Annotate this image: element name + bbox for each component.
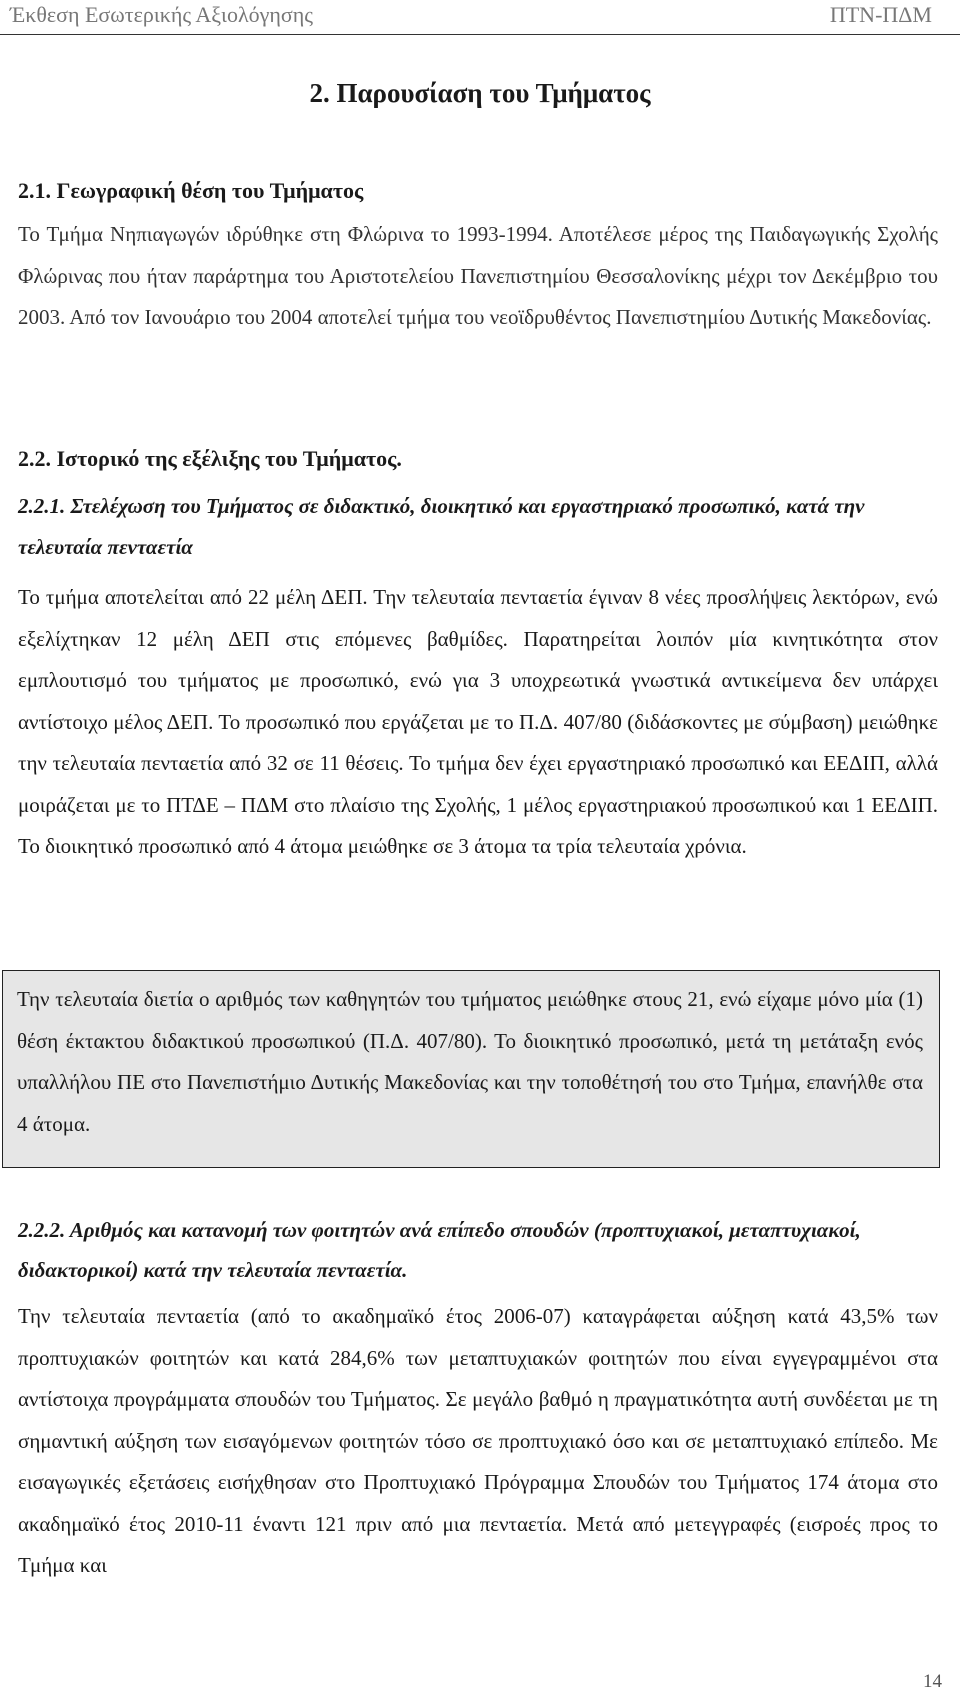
section-2-2-2-heading: 2.2.2. Αριθμός και κατανομή των φοιτητών ανά επίπεδο σπουδών (προπτυχιακοί, μεταπτυχιακοί, διδακτορικοί) κατά την τελευταία πενταετία. <box>18 1218 861 1282</box>
section-2-2-heading: 2.2. Ιστορικό της εξέλιξης του Τμήματος. <box>18 446 402 471</box>
header-institution-code: ΠΤΝ-ΠΔΜ <box>829 2 932 27</box>
section-2-2-1-heading: 2.2.1. Στελέχωση του Τμήματος σε διδακτικό, διοικητικό και εργαστηριακό προσωπικό, κατά την τελευταία πενταετία <box>18 494 865 559</box>
section-2-2-1-text: Το τμήμα αποτελείται από 22 μέλη ΔΕΠ. Την τελευταία πενταετία έγιναν 8 νέες προσλήψεις λεκτόρων, ενώ εξελίχτηκαν 12 μέλη ΔΕΠ στις επόμενες βαθμίδες. Παρατηρείται λοιπόν μία κινητικότητα στον εμπλουτισμό του τμήματος με προσωπικό, ενώ για 3 υποχρεωτικά γνωστικά αντικείμενα δεν υπάρχει αντίστοιχο μέλος ΔΕΠ. Το προσωπικό που εργάζεται με το Π.Δ. 407/80 (διδάσκοντες με σύμβαση) μειώθηκε την τελευταία πενταετία από 32 σε 11 θέσεις. Το τμήμα δεν έχει εργαστηριακό προσωπικό και ΕΕΔΙΠ, αλλά μοιράζεται με το ΠΤΔΕ – ΠΔΜ στο πλαίσιο της Σχολής, 1 μέλος εργαστηριακού προσωπικού και 1 ΕΕΔΙΠ. Το διοικητικό προσωπικό από 4 άτομα μειώθηκε σε 3 άτομα τα τρία τελευταία χρόνια. <box>18 585 938 858</box>
section-2-2-2-text: Την τελευταία πενταετία (από το ακαδημαϊκό έτος 2006-07) καταγράφεται αύξηση κατά 43,5% των προπτυχιακών φοιτητών και κατά 284,6% των μεταπτυχιακών φοιτητών που είναι εγγεγραμμένοι στα αντίστοιχα προγράμματα σπουδών του Τμήματος. Σε μεγάλο βαθμό η πραγματικότητα αυτή συνδέεται με τη σημαντική αύξηση των εισαγόμενων φοιτητών τόσο σε προπτυχιακό όσο και σε μεταπτυχιακό επίπεδο. Με εισαγωγικές εξετάσεις εισήχθησαν στο Προπτυχιακό Πρόγραμμα Σπουδών του Τμήματος 174 άτομα στο ακαδημαϊκό έτος 2010-11 έναντι 121 πριν από μια πενταετία. Μετά από μετεγγραφές (εισροές προς το Τμήμα και <box>18 1304 938 1577</box>
header-document-title: Έκθεση Εσωτερικής Αξιολόγησης <box>10 2 313 27</box>
page-header <box>0 0 960 35</box>
page-number: 14 <box>923 1671 942 1692</box>
section-2-1-text: Το Τμήμα Νηπιαγωγών ιδρύθηκε στη Φλώρινα το 1993-1994. Αποτέλεσε μέρος της Παιδαγωγικής Σχολής Φλώρινας που ήταν παράρτημα του Αριστοτελείου Πανεπιστημίου Θεσσαλονίκης μέχρι τον Δεκέμβριο του 2003. Από τον Ιανουάριο του 2004 αποτελεί τμήμα του νεοϊδρυθέντος Πανεπιστημίου Δυτικής Μακεδονίας. <box>18 222 938 329</box>
section-2-1-heading: 2.1. Γεωγραφική θέση του Τμήματος <box>18 178 364 203</box>
chapter-title: 2. Παρουσίαση του Τμήματος <box>309 78 651 108</box>
highlighted-note-text: Την τελευταία διετία ο αριθμός των καθηγητών του τμήματος μειώθηκε στους 21, ενώ είχαμε μόνο μία (1) θέση έκτακτου διδακτικού προσωπικού (Π.Δ. 407/80). Το διοικητικό προσωπικό, μετά τη μετάταξη ενός υπαλλήλου ΠΕ στο Πανεπιστήμιο Δυτικής Μακεδονίας και την τοποθέτησή του στο Τμήμα, επανήλθε στα 4 άτομα. <box>17 987 923 1136</box>
highlighted-note-box <box>2 970 940 1168</box>
